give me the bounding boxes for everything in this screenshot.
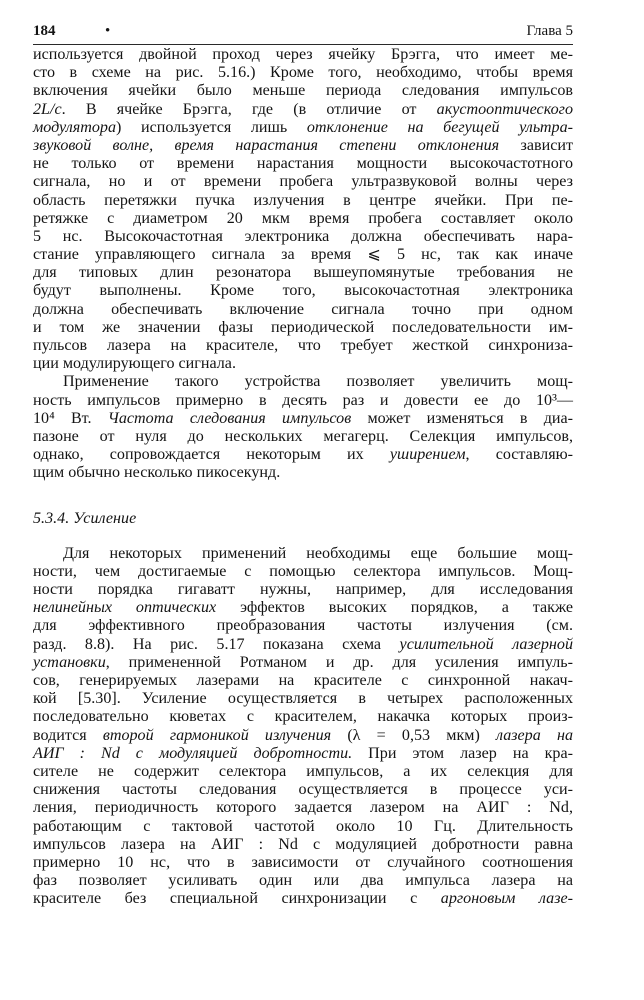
text-line bbox=[33, 690, 573, 708]
text-run: Для некоторых применений необходимы еще большие мощ- bbox=[63, 544, 573, 562]
italic-text: лазера на bbox=[496, 726, 573, 744]
paragraph-power-increase bbox=[33, 373, 573, 482]
text-run: стание управляющего сигнала за время ⩽ 5 нс, так как иначе bbox=[33, 246, 573, 264]
text-line bbox=[33, 836, 573, 854]
text-line bbox=[33, 46, 573, 64]
text-run: ность импульсов примерно в десять раз и довести ее до 10³— bbox=[33, 391, 573, 409]
text-line bbox=[33, 337, 573, 355]
italic-text: уширением bbox=[389, 446, 466, 464]
text-run: кой [5.30]. Усиление осуществляется в четырех расположенных bbox=[33, 690, 573, 708]
text-run: ции модулирующего сигнала. bbox=[33, 355, 236, 373]
text-run: 10⁴ Вт. bbox=[33, 409, 108, 427]
text-run: эффектов высоких порядков, а также bbox=[216, 599, 574, 617]
text-run: , примененной Ротманом и др. для усиления импуль- bbox=[105, 653, 573, 671]
text-run: пульсов лазера на красителе, что требует жесткой синхрониза- bbox=[33, 337, 573, 354]
text-line bbox=[33, 854, 573, 872]
text-line bbox=[33, 799, 573, 817]
text-line bbox=[33, 82, 573, 100]
text-line bbox=[33, 672, 573, 690]
text-line bbox=[33, 763, 573, 781]
text-line bbox=[33, 636, 573, 654]
text-line bbox=[33, 581, 573, 599]
text-run: снижения частоты следования осуществляется в процессе уси- bbox=[33, 781, 573, 799]
text-line bbox=[33, 228, 573, 246]
text-run: ) используется лишь bbox=[116, 118, 307, 136]
text-line bbox=[33, 428, 573, 446]
italic-text: 2L/c bbox=[33, 100, 62, 118]
text-run: однако, сопровождается некоторым их bbox=[33, 446, 390, 464]
italic-text: усилительной лазерной bbox=[399, 635, 573, 653]
text-line bbox=[33, 781, 573, 799]
text-line bbox=[33, 410, 573, 428]
text-line bbox=[33, 301, 573, 319]
paragraph-selector-timing bbox=[33, 46, 573, 373]
text-run: включения ячейки было меньше периода следования импульсов bbox=[33, 82, 573, 100]
text-run: должна обеспечивать включение сигнала точно при одном bbox=[33, 300, 573, 318]
text-run: красителе без специальной синхронизации с bbox=[33, 890, 441, 908]
text-run: ности порядка гигаватт нужны, например, для исследования bbox=[33, 581, 573, 599]
text-run: зависит bbox=[499, 136, 573, 154]
text-run: может изменяться в диа- bbox=[351, 409, 573, 427]
italic-text: отклонение на бегущей ультра- bbox=[306, 118, 574, 136]
text-line bbox=[33, 119, 573, 137]
text-line bbox=[33, 890, 573, 908]
text-line bbox=[33, 708, 573, 726]
text-line bbox=[33, 355, 573, 373]
text-line bbox=[33, 192, 573, 210]
text-run: импульсов лазера на АИГ : Nd с модуляцией добротности равна bbox=[33, 835, 573, 853]
text-run: фаз позволяет усиливать один или два импульса лазера на bbox=[33, 872, 573, 890]
text-line bbox=[33, 392, 573, 410]
text-run: , составляю- bbox=[465, 446, 574, 464]
italic-text: установки bbox=[33, 653, 106, 671]
italic-text: модулятора bbox=[33, 118, 117, 136]
italic-text: нелинейных оптических bbox=[33, 599, 217, 617]
text-run: не только от времени нарастания мощности высокочастотного bbox=[33, 155, 573, 173]
italic-text: второй гармоникой излучения bbox=[102, 726, 332, 744]
text-run: щим обычно несколько пикосекунд. bbox=[33, 464, 281, 482]
text-line bbox=[33, 155, 573, 173]
text-line bbox=[33, 818, 573, 836]
text-line bbox=[33, 319, 573, 337]
chapter-title: Глава 5 bbox=[526, 23, 573, 39]
text-line bbox=[33, 872, 573, 890]
text-line bbox=[33, 464, 573, 482]
text-line bbox=[33, 446, 573, 464]
text-run: сителе не содержит селектора импульсов, а их селекция для bbox=[33, 762, 573, 780]
text-line bbox=[33, 64, 573, 82]
text-run: . В ячейке Брэгга, где (в отличие от bbox=[61, 100, 437, 118]
italic-text: акустооптического bbox=[436, 100, 573, 118]
text-line bbox=[33, 727, 573, 745]
page-number: 184 bbox=[33, 23, 56, 39]
text-run: ретяжке с диаметром 20 мкм время пробега составляет около bbox=[33, 209, 573, 227]
paragraph-amplification bbox=[33, 545, 573, 909]
section-heading: 5.3.4. Усиление bbox=[33, 509, 137, 527]
text-run: и том же значении фазы периодической последовательности им- bbox=[33, 318, 573, 336]
text-run: для эффективного преобразования частоты излучения (см. bbox=[33, 617, 573, 635]
text-line bbox=[33, 282, 573, 300]
text-line bbox=[33, 745, 573, 763]
text-line bbox=[33, 210, 573, 228]
text-line bbox=[33, 373, 573, 391]
text-run: (λ = 0,53 мкм) bbox=[331, 726, 496, 744]
text-run: 5 нс. Высокочастотная электроника должна обеспечивать нара- bbox=[33, 227, 573, 245]
text-line bbox=[33, 599, 573, 617]
header-dot: • bbox=[105, 23, 111, 39]
text-run: сигнала, но и от времени пробега ультразвуковой волны через bbox=[33, 173, 573, 191]
text-run: примерно 10 нс, что в зависимости от случайного соотношения bbox=[33, 853, 573, 871]
text-run: ления, периодичность которого задается лазером на АИГ : Nd, bbox=[33, 799, 573, 817]
text-line bbox=[33, 264, 573, 282]
running-header bbox=[33, 22, 573, 42]
text-run: Применение такого устройства позволяет увеличить мощ- bbox=[63, 373, 573, 391]
text-line bbox=[33, 137, 573, 155]
text-run: сто в схеме на рис. 5.16.) Кроме того, необходимо, чтобы время bbox=[33, 64, 573, 82]
text-run: водится bbox=[33, 726, 103, 744]
text-line bbox=[33, 617, 573, 635]
text-run: сов, генерируемых лазерами на красителе с синхронной накач- bbox=[33, 672, 573, 689]
text-run: ности, чем достигаемые с помощью селектора импульсов. Мощ- bbox=[33, 562, 573, 580]
text-run: последовательно кюветах с красителем, накачка которых произ- bbox=[33, 708, 573, 726]
italic-text: аргоновым лазе- bbox=[440, 890, 573, 908]
text-line bbox=[33, 545, 573, 563]
italic-text: Частота следования импульсов bbox=[107, 409, 352, 427]
text-run: При этом лазер на кра- bbox=[352, 744, 573, 762]
text-line bbox=[33, 246, 573, 264]
book-page bbox=[33, 22, 573, 908]
text-run: используется двойной проход через ячейку Брэгга, что имеет ме- bbox=[33, 46, 573, 63]
header-rule bbox=[33, 44, 573, 45]
text-line bbox=[33, 654, 573, 672]
text-line bbox=[33, 173, 573, 191]
text-run: для типовых длин резонатора вышеупомянутые требования не bbox=[33, 264, 573, 282]
text-run: разд. 8.8). На рис. 5.17 показана схема bbox=[33, 635, 400, 653]
text-run: область перетяжки пучка излучения в центре ячейки. При пе- bbox=[33, 191, 573, 209]
text-run: будут выполнены. Кроме того, высокочастотная электроника bbox=[33, 282, 573, 300]
italic-text: звуковой волне, время нарастания степени отклонения bbox=[33, 136, 500, 154]
italic-text: АИГ : Nd с модуляцией добротности. bbox=[33, 744, 353, 762]
text-run: пазоне от нуля до нескольких мегагерц. Селекция импульсов, bbox=[33, 427, 573, 445]
text-line bbox=[33, 101, 573, 119]
text-run: работающим с тактовой частотой около 10 Гц. Длительность bbox=[33, 817, 573, 835]
text-line bbox=[33, 563, 573, 581]
